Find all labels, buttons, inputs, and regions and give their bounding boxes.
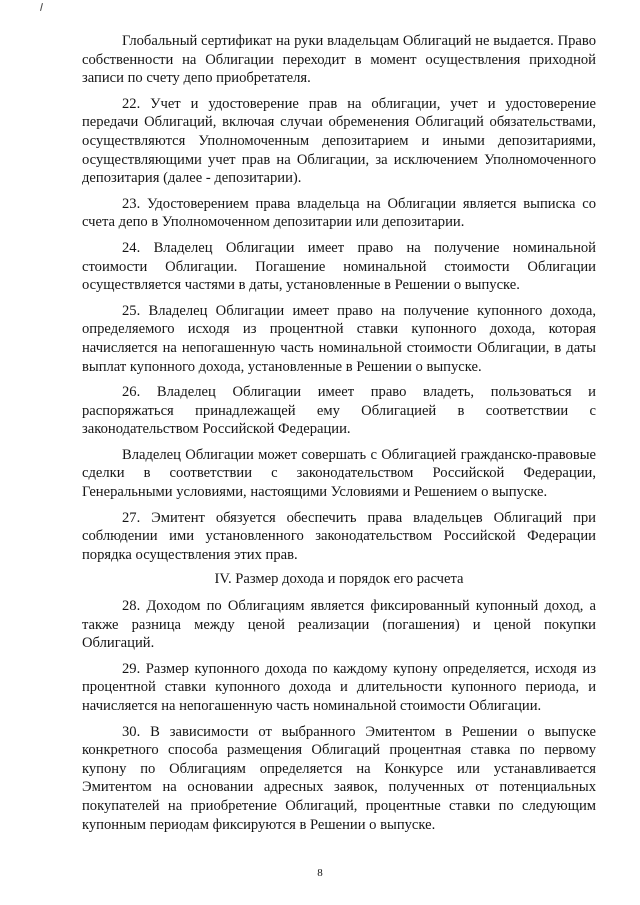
paragraph-22: 22. Учет и удостоверение прав на облигации, учет и удостоверение передачи Облигаций, включая случаи обременения Облигаций обязательствами, осуществляются Уполномоченным депозитарием и иными депозитариями, осуществляющими учет прав на Облигации, за исключением Уполномоченного депозитария (далее - депозитарии). — [82, 95, 596, 187]
paragraph-28: 28. Доходом по Облигациям является фиксированный купонный доход, а также разница между ценой реализации (погашения) и ценой покупки Облигаций. — [82, 598, 596, 652]
paragraph-27: 27. Эмитент обязуется обеспечить права владельцев Облигаций при соблюдении ими установленного законодательством Российской Федерации порядка осуществления этих прав. — [82, 509, 596, 563]
paragraph-24: 24. Владелец Облигации имеет право на получение номинальной стоимости Облигации. Погашение номинальной стоимости Облигации осуществляется частями в даты, установленные в Решении о выпуске. — [82, 239, 596, 294]
paragraph-29: 29. Размер купонного дохода по каждому купону определяется, исходя из процентной ставки купонного дохода и длительности купонного периода, и начисляется на непогашенную часть номинальной стоимости Облигации. — [82, 660, 596, 714]
paragraph-25: 25. Владелец Облигации имеет право на получение купонного дохода, определяемого исходя из процентной ставки купонного дохода, которая начисляется на непогашенную часть номинальной стоимости Облигации, в даты выплат купонного дохода, установленные в Решении о выпуске. — [82, 302, 596, 375]
section-heading: IV. Размер дохода и порядок его расчета — [214, 571, 464, 588]
paragraph-26-continued: Владелец Облигации может совершать с Облигацией гражданско-правовые сделки в соответствии с законодательством Российской Федерации, Генеральными условиями, настоящими Условиями и Решением о выпуске. — [82, 446, 596, 501]
document-page — [82, 32, 596, 841]
paragraph-30: 30. В зависимости от выбранного Эмитентом в Решении о выпуске конкретного способа размещения Облигаций процентная ставка по первому купону по Облигациям определяется на Конкурсе или устанавливается Эмитентом на основании адресных заявок, полученных от потенциальных покупателей на приобретение Облигаций, процентные ставки по следующим купонным периодам фиксируются в Решении о выпуске. — [82, 723, 596, 833]
paragraph-23: 23. Удостоверением права владельца на Облигации является выписка со счета депо в Уполномоченном депозитарии или депозитарии. — [82, 195, 596, 231]
paragraph-26: 26. Владелец Облигации имеет право владеть, пользоваться и распоряжаться принадлежащей ему Облигацией в соответствии с законодательством Российской Федерации. — [82, 384, 596, 438]
paragraph-global-certificate: Глобальный сертификат на руки владельцам Облигаций не выдается. Право собственности на Облигации переходит в момент осуществления приходной записи по счету депо приобретателя. — [82, 33, 596, 87]
page-number: 8 — [317, 867, 323, 879]
scan-artifact-mark — [40, 3, 43, 11]
